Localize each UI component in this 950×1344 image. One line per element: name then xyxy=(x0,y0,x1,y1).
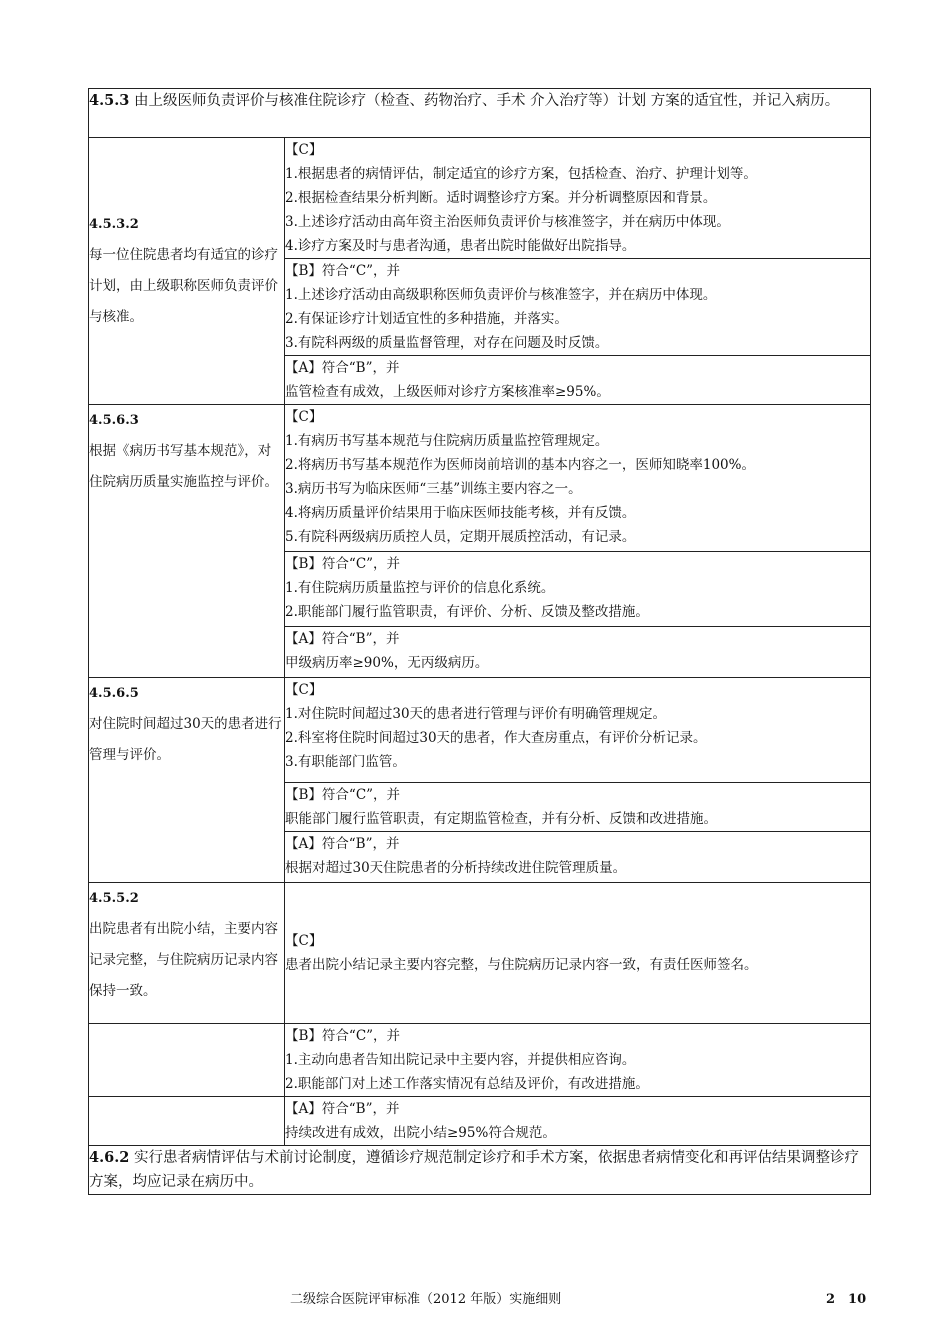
grade-b-line: 2.职能部门履行监管职责，有评价、分析、反馈及整改措施。 xyxy=(285,604,649,620)
grade-a-line: 甲级病历率≥90%，无丙级病历。 xyxy=(285,655,489,671)
grade-b-cell xyxy=(285,1024,871,1097)
grade-a-line: 监管检查有成效，上级医师对诊疗方案核准率≥95%。 xyxy=(285,384,610,400)
item-description: 根据《病历书写基本规范》，对住院病历质量实施监控与评价。 xyxy=(89,443,278,490)
grade-c-line: 4.诊疗方案及时与患者沟通，患者出院时能做好出院指导。 xyxy=(285,238,636,254)
grade-a-cell xyxy=(285,832,871,883)
grade-c-heading: 【C】 xyxy=(285,682,323,698)
grade-c-heading: 【C】 xyxy=(285,409,323,425)
grade-c-line: 3.有职能部门监管。 xyxy=(285,754,406,770)
empty-cell xyxy=(89,1024,285,1097)
grade-b-cell xyxy=(285,552,871,627)
grade-b-line: 职能部门履行监管职责，有定期监管检查，并有分析、反馈和改进措施。 xyxy=(285,811,717,827)
standards-table xyxy=(88,88,871,1195)
grade-c-line: 3.病历书写为临床医师“三基”训练主要内容之一。 xyxy=(285,481,582,497)
grade-a-heading: 【A】符合“B”，并 xyxy=(285,360,400,376)
section-header-4-5-3 xyxy=(89,89,871,138)
grade-a-cell xyxy=(285,627,871,678)
grade-c-line: 2.将病历书写基本规范作为医师岗前培训的基本内容之一，医师知晓率100%。 xyxy=(285,457,755,473)
section-text: 实行患者病情评估与术前讨论制度，遵循诊疗规范制定诊疗和手术方案，依据患者病情变化和再评估结果调整诊疗方案，均应记录在病历中。 xyxy=(89,1150,859,1190)
item-4-5-6-5 xyxy=(89,678,285,883)
grade-a-heading: 【A】符合“B”，并 xyxy=(285,1101,400,1117)
grade-a-heading: 【A】符合“B”，并 xyxy=(285,631,400,647)
criterion-row xyxy=(89,883,871,1024)
grade-b-line: 1.上述诊疗活动由高级职称医师负责评价与核准签字，并在病历中体现。 xyxy=(285,287,717,303)
grade-c-line: 2.科室将住院时间超过30天的患者，作大查房重点，有评价分析记录。 xyxy=(285,730,707,746)
item-code: 4.5.5.2 xyxy=(89,891,139,906)
grade-b-heading: 【B】符合“C”，并 xyxy=(285,263,401,279)
item-4-5-3-2 xyxy=(89,138,285,405)
item-code: 4.5.6.5 xyxy=(89,686,139,701)
page-number: 2 10 xyxy=(826,1292,867,1307)
grade-b-cell xyxy=(285,783,871,832)
section-code: 4.5.3 xyxy=(89,92,130,109)
footer-title: 二级综合医院评审标准（2012 年版）实施细则 xyxy=(290,1292,562,1307)
grade-c-heading: 【C】 xyxy=(285,142,323,158)
grade-c-line: 1.根据患者的病情评估，制定适宜的诊疗方案，包括检查、治疗、护理计划等。 xyxy=(285,166,757,182)
section-code: 4.6.2 xyxy=(89,1149,130,1166)
criterion-row xyxy=(89,138,871,259)
item-description: 每一位住院患者均有适宜的诊疗计划，由上级职称医师负责评价与核准。 xyxy=(89,247,278,325)
grade-a-line: 根据对超过30天住院患者的分析持续改进住院管理质量。 xyxy=(285,860,627,876)
criterion-row xyxy=(89,1024,871,1097)
grade-b-line: 1.有住院病历质量监控与评价的信息化系统。 xyxy=(285,580,555,596)
grade-c-line: 1.有病历书写基本规范与住院病历质量监控管理规定。 xyxy=(285,433,609,449)
criterion-row xyxy=(89,405,871,552)
item-code: 4.5.6.3 xyxy=(89,413,139,428)
grade-b-heading: 【B】符合“C”，并 xyxy=(285,787,401,803)
criterion-row xyxy=(89,678,871,783)
grade-c-cell xyxy=(285,138,871,259)
grade-b-line: 2.职能部门对上述工作落实情况有总结及评价，有改进措施。 xyxy=(285,1076,649,1092)
grade-c-line: 3.上述诊疗活动由高年资主治医师负责评价与核准签字，并在病历中体现。 xyxy=(285,214,730,230)
grade-c-line: 5.有院科两级病历质控人员，定期开展质控活动，有记录。 xyxy=(285,529,636,545)
empty-cell xyxy=(89,1097,285,1146)
item-code: 4.5.3.2 xyxy=(89,217,139,232)
grade-c-line: 患者出院小结记录主要内容完整，与住院病历记录内容一致，有责任医师签名。 xyxy=(285,957,758,973)
grade-b-line: 3.有院科两级的质量监督管理，对存在问题及时反馈。 xyxy=(285,335,609,351)
section-text: 由上级医师负责评价与核准住院诊疗（检查、药物治疗、手术 介入治疗等）计划 方案的适宜性，并记入病历。 xyxy=(133,93,840,109)
grade-c-line: 1.对住院时间超过30天的患者进行管理与评价有明确管理规定。 xyxy=(285,706,667,722)
criterion-row xyxy=(89,1097,871,1146)
section-header-row xyxy=(89,1146,871,1195)
item-4-5-6-3 xyxy=(89,405,285,678)
section-header-4-6-2 xyxy=(89,1146,871,1195)
grade-a-line: 持续改进有成效，出院小结≥95%符合规范。 xyxy=(285,1125,556,1141)
grade-b-cell xyxy=(285,259,871,356)
grade-b-line: 2.有保证诊疗计划适宜性的多种措施，并落实。 xyxy=(285,311,568,327)
item-description: 出院患者有出院小结，主要内容记录完整，与住院病历记录内容保持一致。 xyxy=(89,921,278,999)
grade-b-heading: 【B】符合“C”，并 xyxy=(285,556,401,572)
item-description: 对住院时间超过30天的患者进行管理与评价。 xyxy=(89,716,282,763)
grade-b-line: 1.主动向患者告知出院记录中主要内容，并提供相应咨询。 xyxy=(285,1052,636,1068)
grade-a-cell xyxy=(285,1097,871,1146)
grade-b-heading: 【B】符合“C”，并 xyxy=(285,1028,401,1044)
grade-c-cell xyxy=(285,678,871,783)
grade-a-heading: 【A】符合“B”，并 xyxy=(285,836,400,852)
grade-c-line: 4.将病历质量评价结果用于临床医师技能考核，并有反馈。 xyxy=(285,505,636,521)
grade-c-heading: 【C】 xyxy=(285,933,323,949)
grade-c-line: 2.根据检查结果分析判断。适时调整诊疗方案。并分析调整原因和背景。 xyxy=(285,190,717,206)
grade-a-cell xyxy=(285,356,871,405)
grade-c-cell xyxy=(285,405,871,552)
item-4-5-5-2 xyxy=(89,883,285,1024)
section-header-row xyxy=(89,89,871,138)
grade-c-cell xyxy=(285,883,871,1024)
